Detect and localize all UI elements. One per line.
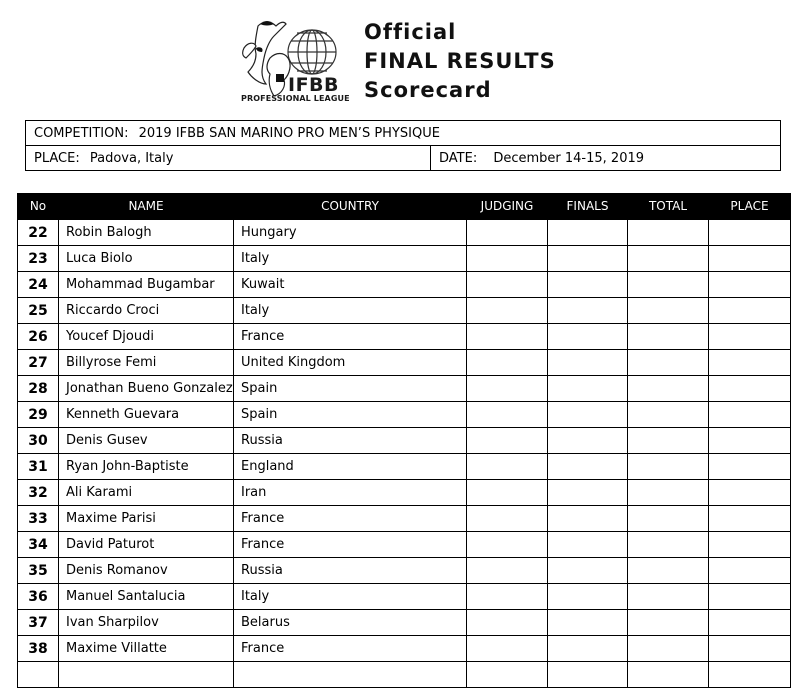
- competition-row: [26, 121, 780, 146]
- title-line-scorecard: Scorecard: [364, 78, 492, 102]
- judging-score-cell: [467, 350, 548, 376]
- table-row: [18, 220, 791, 246]
- competition-info-box: [25, 120, 781, 171]
- competitor-number: 29: [18, 402, 59, 428]
- column-header-place: PLACE: [709, 193, 791, 220]
- place-cell: [709, 636, 791, 662]
- finals-score-cell: [548, 220, 628, 246]
- competitor-country: Italy: [234, 584, 467, 610]
- finals-score-cell: [548, 402, 628, 428]
- total-score-cell: [628, 506, 709, 532]
- scorecard-title: [364, 18, 556, 105]
- judging-score-cell: [467, 324, 548, 350]
- total-score-cell: [628, 402, 709, 428]
- competitor-country: France: [234, 532, 467, 558]
- scorecard-header: [236, 14, 576, 104]
- competitor-name: Mohammad Bugambar: [59, 272, 234, 298]
- competitor-number: 33: [18, 506, 59, 532]
- judging-score-cell: [467, 506, 548, 532]
- finals-score-cell: [548, 532, 628, 558]
- competitor-country: France: [234, 636, 467, 662]
- column-header-total: TOTAL: [628, 193, 709, 220]
- results-body: [18, 220, 791, 688]
- date-value: December 14-15, 2019: [493, 151, 645, 166]
- competitor-name: Robin Balogh: [59, 220, 234, 246]
- place-cell: [709, 662, 791, 688]
- column-header-name: NAME: [59, 193, 234, 220]
- judging-score-cell: [467, 636, 548, 662]
- competitor-country: Italy: [234, 298, 467, 324]
- table-row: [18, 324, 791, 350]
- competitor-country: Russia: [234, 428, 467, 454]
- table-row: [18, 584, 791, 610]
- finals-score-cell: [548, 584, 628, 610]
- competitor-country: Hungary: [234, 220, 467, 246]
- results-table: [17, 193, 791, 688]
- place-cell: [709, 298, 791, 324]
- total-score-cell: [628, 532, 709, 558]
- finals-score-cell: [548, 298, 628, 324]
- place-cell: [709, 324, 791, 350]
- place-cell: [709, 220, 791, 246]
- competitor-name: David Paturot: [59, 532, 234, 558]
- total-score-cell: [628, 480, 709, 506]
- competitor-country: Russia: [234, 558, 467, 584]
- total-score-cell: [628, 350, 709, 376]
- competitor-country: England: [234, 454, 467, 480]
- competitor-name: Billyrose Femi: [59, 350, 234, 376]
- judging-score-cell: [467, 376, 548, 402]
- total-score-cell: [628, 428, 709, 454]
- competitor-country: [234, 662, 467, 688]
- place-cell: [709, 376, 791, 402]
- total-score-cell: [628, 272, 709, 298]
- competitor-name: Maxime Villatte: [59, 636, 234, 662]
- place-label: PLACE:: [34, 151, 80, 166]
- competitor-number: [18, 662, 59, 688]
- competitor-name: Manuel Santalucia: [59, 584, 234, 610]
- judging-score-cell: [467, 272, 548, 298]
- competitor-number: 31: [18, 454, 59, 480]
- competitor-name: Riccardo Croci: [59, 298, 234, 324]
- place-value: Padova, Italy: [89, 151, 174, 166]
- table-header-row: [18, 193, 791, 220]
- judging-score-cell: [467, 298, 548, 324]
- total-score-cell: [628, 376, 709, 402]
- competitor-number: 26: [18, 324, 59, 350]
- competitor-country: Italy: [234, 246, 467, 272]
- competitor-name: Kenneth Guevara: [59, 402, 234, 428]
- competitor-country: Kuwait: [234, 272, 467, 298]
- competitor-name: Ryan John-Baptiste: [59, 454, 234, 480]
- finals-score-cell: [548, 558, 628, 584]
- judging-score-cell: [467, 220, 548, 246]
- total-score-cell: [628, 584, 709, 610]
- title-line-final-results: FINAL RESULTS: [364, 49, 556, 73]
- judging-score-cell: [467, 532, 548, 558]
- table-row: [18, 532, 791, 558]
- competitor-name: Luca Biolo: [59, 246, 234, 272]
- judging-score-cell: [467, 246, 548, 272]
- column-header-country: COUNTRY: [234, 193, 467, 220]
- place-cell: [709, 506, 791, 532]
- finals-score-cell: [548, 506, 628, 532]
- finals-score-cell: [548, 428, 628, 454]
- competitor-number: 34: [18, 532, 59, 558]
- place-cell: [709, 584, 791, 610]
- competition-value: 2019 IFBB SAN MARINO PRO MEN’S PHYSIQUE: [138, 126, 440, 141]
- finals-score-cell: [548, 636, 628, 662]
- date-label: DATE:: [439, 151, 478, 166]
- table-row: [18, 428, 791, 454]
- table-row: [18, 610, 791, 636]
- finals-score-cell: [548, 350, 628, 376]
- finals-score-cell: [548, 662, 628, 688]
- place-cell: [709, 350, 791, 376]
- table-row: [18, 662, 791, 688]
- table-row: [18, 376, 791, 402]
- place-cell: [709, 454, 791, 480]
- date-cell: [431, 146, 782, 171]
- total-score-cell: [628, 636, 709, 662]
- finals-score-cell: [548, 324, 628, 350]
- judging-score-cell: [467, 480, 548, 506]
- table-row: [18, 636, 791, 662]
- competitor-number: 24: [18, 272, 59, 298]
- place-cell: [709, 480, 791, 506]
- place-cell: [26, 146, 431, 171]
- competitor-number: 35: [18, 558, 59, 584]
- table-row: [18, 558, 791, 584]
- table-row: [18, 480, 791, 506]
- place-cell: [709, 428, 791, 454]
- judging-score-cell: [467, 402, 548, 428]
- competitor-number: 37: [18, 610, 59, 636]
- total-score-cell: [628, 246, 709, 272]
- table-row: [18, 506, 791, 532]
- judging-score-cell: [467, 428, 548, 454]
- finals-score-cell: [548, 376, 628, 402]
- competitor-number: 38: [18, 636, 59, 662]
- competitor-number: 28: [18, 376, 59, 402]
- place-cell: [709, 610, 791, 636]
- ifbb-logo: [236, 18, 354, 104]
- competitor-country: France: [234, 506, 467, 532]
- place-cell: [709, 532, 791, 558]
- finals-score-cell: [548, 610, 628, 636]
- place-cell: [709, 402, 791, 428]
- competitor-name: Denis Gusev: [59, 428, 234, 454]
- total-score-cell: [628, 662, 709, 688]
- competitor-number: 36: [18, 584, 59, 610]
- competitor-country: Iran: [234, 480, 467, 506]
- judging-score-cell: [467, 584, 548, 610]
- competitor-country: Spain: [234, 402, 467, 428]
- total-score-cell: [628, 298, 709, 324]
- table-row: [18, 454, 791, 480]
- competitor-name: Ivan Sharpilov: [59, 610, 234, 636]
- finals-score-cell: [548, 454, 628, 480]
- competitor-number: 23: [18, 246, 59, 272]
- total-score-cell: [628, 220, 709, 246]
- competitor-country: Spain: [234, 376, 467, 402]
- column-header-finals: FINALS: [548, 193, 628, 220]
- judging-score-cell: [467, 558, 548, 584]
- competitor-name: Youcef Djoudi: [59, 324, 234, 350]
- logo-brand-text: IFBB: [288, 74, 340, 96]
- table-row: [18, 272, 791, 298]
- title-line-official: Official: [364, 20, 457, 44]
- table-row: [18, 246, 791, 272]
- judging-score-cell: [467, 662, 548, 688]
- table-row: [18, 298, 791, 324]
- competitor-number: 22: [18, 220, 59, 246]
- competitor-number: 30: [18, 428, 59, 454]
- competition-label: COMPETITION:: [34, 126, 129, 141]
- total-score-cell: [628, 454, 709, 480]
- competitor-name: Ali Karami: [59, 480, 234, 506]
- competitor-name: [59, 662, 234, 688]
- place-cell: [709, 558, 791, 584]
- judging-score-cell: [467, 610, 548, 636]
- competitor-number: 27: [18, 350, 59, 376]
- competition-cell: [26, 121, 780, 145]
- total-score-cell: [628, 610, 709, 636]
- competitor-name: Maxime Parisi: [59, 506, 234, 532]
- competitor-name: Denis Romanov: [59, 558, 234, 584]
- table-row: [18, 350, 791, 376]
- logo-subtitle-text: PROFESSIONAL LEAGUE: [241, 94, 350, 103]
- total-score-cell: [628, 558, 709, 584]
- finals-score-cell: [548, 480, 628, 506]
- competitor-country: United Kingdom: [234, 350, 467, 376]
- place-cell: [709, 246, 791, 272]
- judging-score-cell: [467, 454, 548, 480]
- table-row: [18, 402, 791, 428]
- place-cell: [709, 272, 791, 298]
- column-header-no: No: [18, 193, 59, 220]
- competitor-number: 25: [18, 298, 59, 324]
- competitor-number: 32: [18, 480, 59, 506]
- competitor-name: Jonathan Bueno Gonzalez: [59, 376, 234, 402]
- competitor-country: Belarus: [234, 610, 467, 636]
- finals-score-cell: [548, 272, 628, 298]
- column-header-judging: JUDGING: [467, 193, 548, 220]
- competitor-country: France: [234, 324, 467, 350]
- finals-score-cell: [548, 246, 628, 272]
- place-date-row: [26, 146, 780, 171]
- total-score-cell: [628, 324, 709, 350]
